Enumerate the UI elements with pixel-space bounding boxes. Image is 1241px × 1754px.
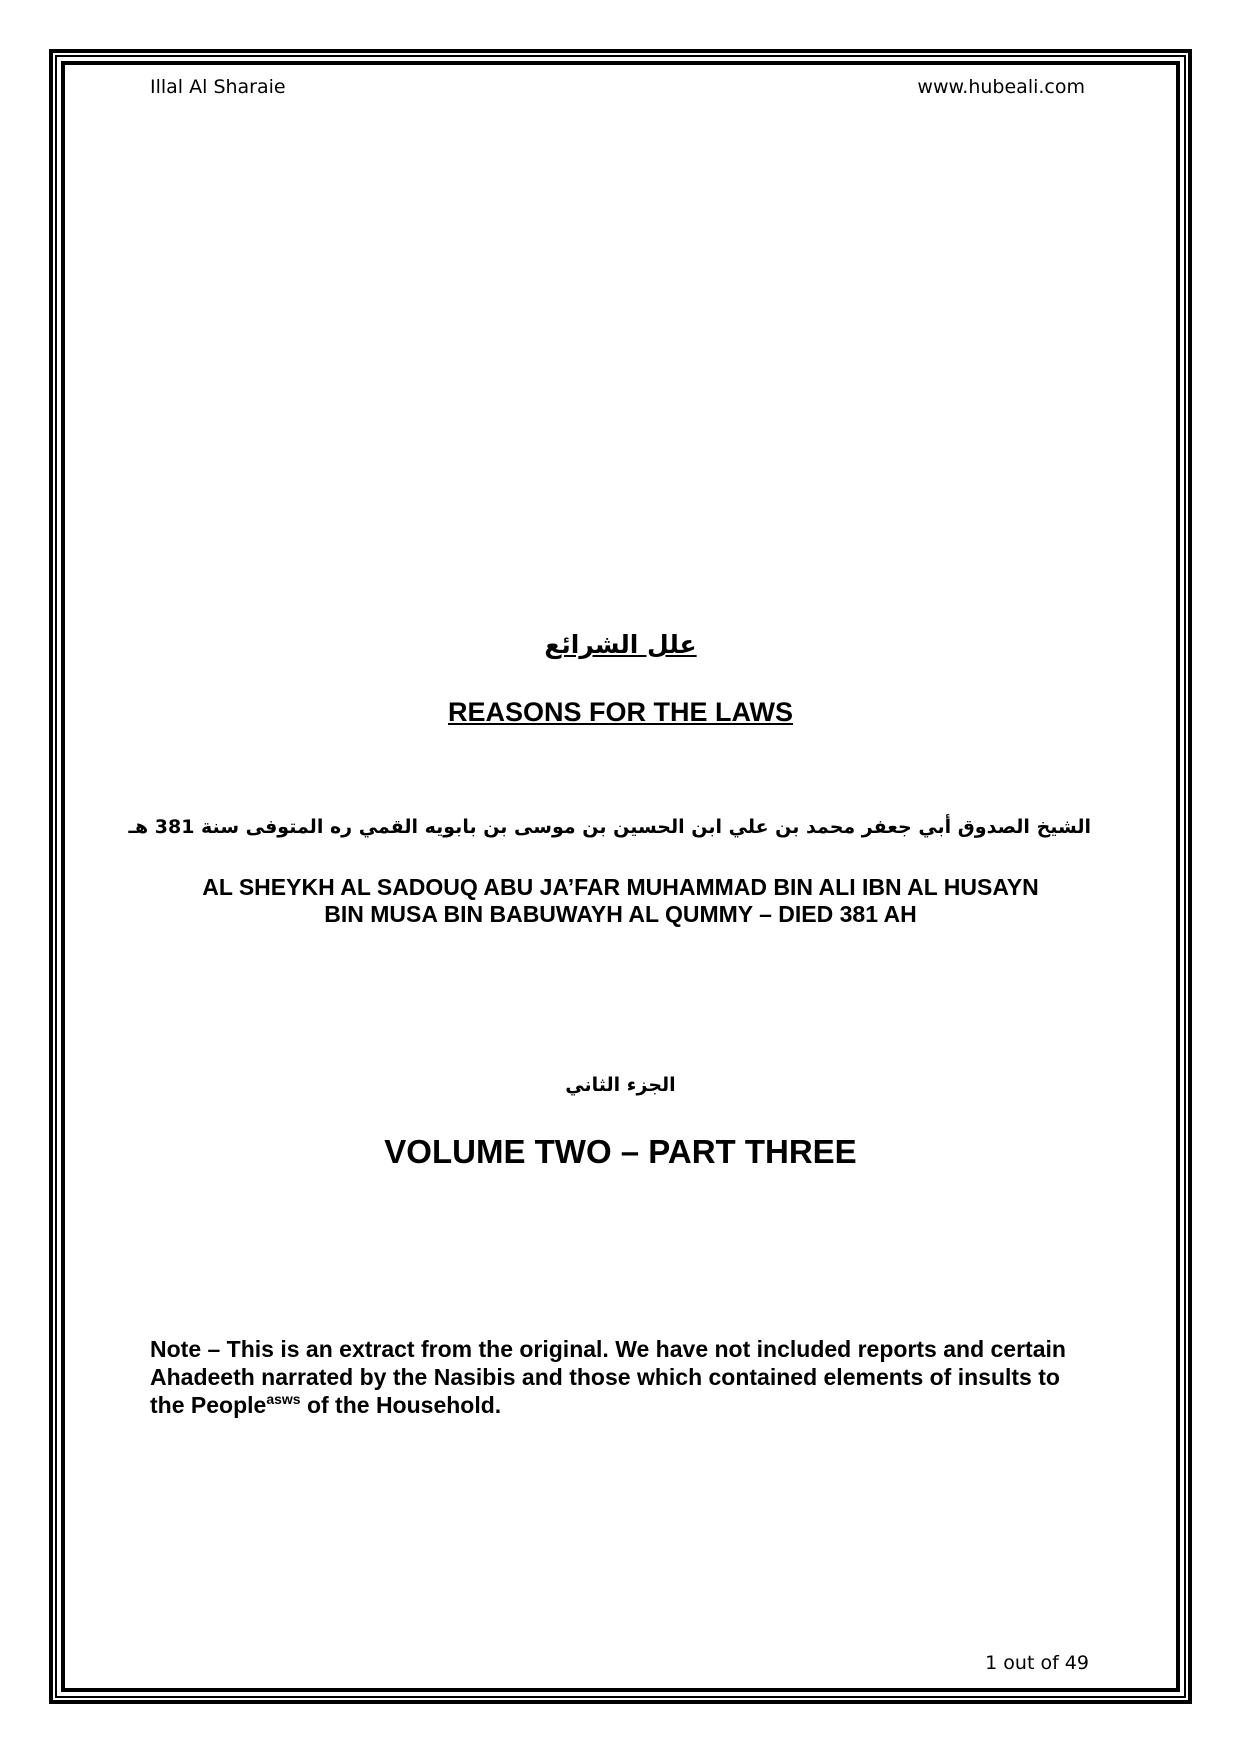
english-author-line1: AL SHEYKH AL SADOUQ ABU JA’FAR MUHAMMAD BIN ALI IBN AL HUSAYN (202, 874, 1039, 900)
note-paragraph (150, 1335, 1100, 1419)
arabic-volume: الجزء الثاني (565, 1074, 676, 1096)
note-text-after: of the Household. (300, 1392, 502, 1418)
note-superscript: asws (266, 1391, 301, 1407)
english-volume: VOLUME TWO – PART THREE (384, 1133, 857, 1170)
page-number: 1 out of 49 (985, 1652, 1089, 1674)
note-text-before: Note – This is an extract from the original. We have not included reports and certain Ahadeeth narrated by the Nasibis and those which contained elements of insults to the People (150, 1336, 1066, 1418)
english-title: REASONS FOR THE LAWS (447, 697, 793, 727)
header-website: www.hubeali.com (917, 76, 1085, 98)
english-author (150, 874, 1091, 928)
header-book-title: Illal Al Sharaie (150, 76, 286, 98)
arabic-title: علل الشرائع (544, 630, 697, 659)
arabic-author: الشيخ الصدوق أبي جعفر محمد بن علي ابن الحسين بن موسى بن بابويه القمي ره المتوفى سنة 381 هـ (128, 816, 1091, 838)
english-author-line2: BIN MUSA BIN BABUWAYH AL QUMMY – DIED 381 AH (324, 901, 917, 927)
